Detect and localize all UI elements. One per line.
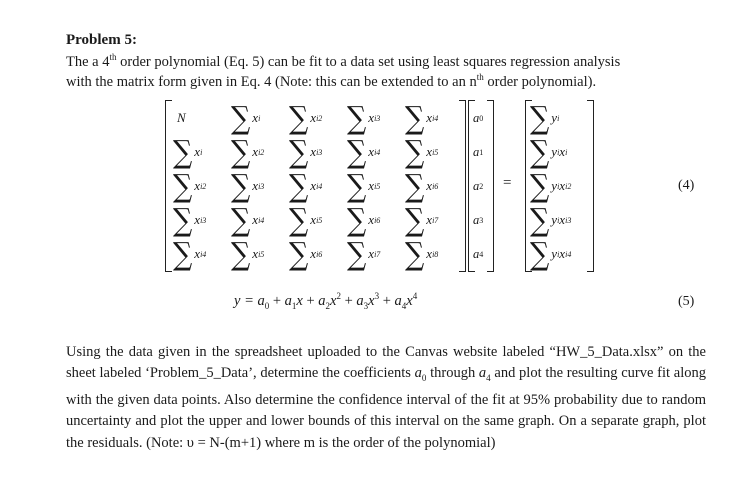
summation-symbol: ∑ xyxy=(289,100,309,136)
matrix-left-bracket xyxy=(165,100,172,272)
term-sub: i xyxy=(258,147,261,157)
coefficient-cell xyxy=(473,204,483,236)
rhs-x-sub: i xyxy=(565,181,568,191)
term-sub: i xyxy=(200,215,203,225)
coefficient-sub: 2 xyxy=(479,181,484,191)
term-sub: i xyxy=(374,249,377,259)
rhs-y-sub: i xyxy=(557,181,560,191)
matrix-cell xyxy=(289,170,322,202)
intro-line2-post: order polynomial). xyxy=(483,74,597,90)
coefficient-sub: 4 xyxy=(479,249,484,259)
matrix-cell xyxy=(173,102,186,134)
summation-symbol: ∑ xyxy=(231,202,251,238)
summation-symbol: ∑ xyxy=(231,100,251,136)
rhs-y: y xyxy=(551,178,558,193)
instructions-paragraph xyxy=(66,342,706,454)
coefficient-sub: 3 xyxy=(479,215,484,225)
summation-symbol: ∑ xyxy=(530,100,550,136)
matrix-cell xyxy=(289,136,322,168)
eq5-coef: a xyxy=(284,292,292,309)
term-sub: i xyxy=(316,215,319,225)
intro-line1-sup: th xyxy=(109,52,117,63)
rhs-y-sub: i xyxy=(557,215,560,225)
eq5-x: x xyxy=(368,292,375,309)
matrix-cell xyxy=(289,102,322,134)
rhs-y: y xyxy=(551,246,558,261)
matrix-cell xyxy=(405,136,438,168)
eq5-x: x xyxy=(296,292,303,309)
rhs-x-sub: i xyxy=(565,147,568,157)
term-sub: i xyxy=(316,181,319,191)
term-base: x xyxy=(252,144,259,159)
term-power: 5 xyxy=(318,215,323,225)
rhs-y-sub: i xyxy=(557,147,560,157)
eq5-plus: + xyxy=(379,292,395,309)
term-sub: i xyxy=(316,113,319,123)
term-base: x xyxy=(194,212,201,227)
eq5-lhs: y xyxy=(234,292,241,309)
term-base: x xyxy=(252,178,259,193)
term-sub: i xyxy=(374,215,377,225)
summation-symbol: ∑ xyxy=(530,134,550,170)
term-base: x xyxy=(426,212,433,227)
rhs-cell xyxy=(530,204,571,236)
matrix-cell xyxy=(231,238,264,270)
term-power: 5 xyxy=(260,249,265,259)
rhs-x-sub: i xyxy=(565,215,568,225)
summation-symbol: ∑ xyxy=(173,134,193,170)
coef-a0-sub: 0 xyxy=(421,373,427,384)
summation-symbol: ∑ xyxy=(405,236,425,272)
coefficient-base: a xyxy=(473,246,480,261)
term-sub: i xyxy=(316,249,319,259)
term-base: x xyxy=(252,110,259,125)
term-power: 3 xyxy=(202,215,207,225)
summation-symbol: ∑ xyxy=(347,168,367,204)
matrix-cell xyxy=(231,136,264,168)
term-base: x xyxy=(368,144,375,159)
term-base: x xyxy=(310,110,317,125)
rhs-power: 3 xyxy=(567,215,572,225)
rhs-x: x xyxy=(559,212,566,227)
term-power: 3 xyxy=(260,181,265,191)
rhs-x-sub: i xyxy=(565,249,568,259)
rhs-x: x xyxy=(559,144,566,159)
equation-number-5: (5) xyxy=(678,294,695,309)
matrix-cell xyxy=(289,238,322,270)
matrix-cell xyxy=(173,238,206,270)
intro-line1-pre: The a 4 xyxy=(66,54,110,70)
term-sub: i xyxy=(200,181,203,191)
term-power: 4 xyxy=(318,181,323,191)
matrix-cell xyxy=(173,204,206,236)
term-sub: i xyxy=(200,249,203,259)
matrix-cell xyxy=(347,238,380,270)
term-sub: i xyxy=(316,147,319,157)
eq5-coef-sub: 0 xyxy=(264,300,270,311)
matrix-cell-n: N xyxy=(177,110,186,125)
matrix-cell xyxy=(173,170,206,202)
problem-title: Problem 5: xyxy=(66,32,137,48)
rhs-power: 2 xyxy=(567,181,572,191)
term-base: x xyxy=(310,246,317,261)
matrix-cell xyxy=(231,204,264,236)
term-base: x xyxy=(252,212,259,227)
rhs-y: y xyxy=(551,212,558,227)
matrix-cell xyxy=(347,136,380,168)
eq5-power: 3 xyxy=(374,291,380,301)
summation-symbol: ∑ xyxy=(289,168,309,204)
term-base: x xyxy=(368,110,375,125)
intro-line1-post: order polynomial (Eq. 5) can be fit to a data set using least squares regression analysis xyxy=(116,54,621,70)
matrix-cell xyxy=(405,170,438,202)
term-base: x xyxy=(426,144,433,159)
summation-symbol: ∑ xyxy=(347,134,367,170)
term-base: x xyxy=(426,110,433,125)
term-base: x xyxy=(310,144,317,159)
term-power: 8 xyxy=(434,249,439,259)
eq5-coef-sub: 4 xyxy=(401,300,407,311)
coefficient-base: a xyxy=(473,110,480,125)
eq5-coef-sub: 2 xyxy=(325,300,331,311)
rhs-cell xyxy=(530,102,559,134)
summation-symbol: ∑ xyxy=(405,202,425,238)
coefficient-base: a xyxy=(473,212,480,227)
matrix-cell xyxy=(173,136,202,168)
matrix-cell xyxy=(405,102,438,134)
eq5-plus: + xyxy=(302,292,319,309)
coefficient-cell xyxy=(473,102,483,134)
summation-symbol: ∑ xyxy=(231,236,251,272)
rhs-y-sub: i xyxy=(557,113,560,123)
rhs-y: y xyxy=(551,144,558,159)
term-base: x xyxy=(194,246,201,261)
rhs-cell xyxy=(530,238,571,270)
summation-symbol: ∑ xyxy=(173,168,193,204)
term-base: x xyxy=(426,178,433,193)
coefficient-cell xyxy=(473,170,483,202)
eq5-power: 2 xyxy=(336,291,341,301)
term-sub: i xyxy=(432,113,435,123)
coefficient-sub: 1 xyxy=(479,147,484,157)
summation-symbol: ∑ xyxy=(530,202,550,238)
body-part3: and plot the resulting curve fit along with the given data points. Also determine the confidence interval of the fit at 95% probability due to random uncertainty and plot the upper and lower bounds of this interval on the same graph. On a separate graph, plot the residuals. (Note: υ = N-(m+1) where m is the order of the polynomial) xyxy=(66,365,706,451)
rhs-x: x xyxy=(559,246,566,261)
equals-sign: = xyxy=(503,175,512,191)
term-sub: i xyxy=(432,249,435,259)
term-sub: i xyxy=(258,249,261,259)
term-power: 7 xyxy=(434,215,439,225)
eq5-plus: + xyxy=(269,292,285,309)
summation-symbol: ∑ xyxy=(347,100,367,136)
matrix-cell xyxy=(405,238,438,270)
summation-symbol: ∑ xyxy=(289,236,309,272)
term-power: 2 xyxy=(318,113,323,123)
coef-a4-sub: 4 xyxy=(486,373,491,384)
term-power: 4 xyxy=(376,147,381,157)
term-power: 5 xyxy=(434,147,439,157)
body-part1: Using the data given in the spreadsheet uploaded to the Canvas website labeled “HW_5_Data.xlsx” on the sheet labeled ‘Problem_5_Data’, determine the coefficients xyxy=(66,344,706,382)
rhs-power: 4 xyxy=(567,249,572,259)
equation-number-4: (4) xyxy=(678,178,695,193)
term-sub: i xyxy=(258,215,261,225)
matrix-cell xyxy=(347,170,380,202)
coef-a4-base: a xyxy=(478,365,487,382)
term-power: 3 xyxy=(318,147,323,157)
rhs-cell xyxy=(530,170,571,202)
term-sub: i xyxy=(258,113,261,123)
eq5-coef: a xyxy=(356,292,364,309)
matrix-cell xyxy=(231,102,260,134)
summation-symbol: ∑ xyxy=(231,168,251,204)
matrix-equation-4 xyxy=(165,100,625,272)
term-power: 6 xyxy=(434,181,439,191)
term-power: 7 xyxy=(376,249,381,259)
rhs-y-sub: i xyxy=(557,249,560,259)
summation-symbol: ∑ xyxy=(405,168,425,204)
term-power: 3 xyxy=(376,113,381,123)
coefficient-base: a xyxy=(473,144,480,159)
matrix-cell xyxy=(289,204,322,236)
term-base: x xyxy=(194,144,201,159)
term-sub: i xyxy=(432,215,435,225)
summation-symbol: ∑ xyxy=(347,236,367,272)
body-part2: through xyxy=(426,365,479,382)
eq5-x: x xyxy=(406,292,413,309)
matrix-cell xyxy=(231,170,264,202)
intro-line2-pre: with the matrix form given in Eq. 4 (Note: this can be extended to an n xyxy=(66,74,477,90)
intro-paragraph xyxy=(66,52,706,92)
summation-symbol: ∑ xyxy=(530,168,550,204)
term-sub: i xyxy=(258,181,261,191)
coefficient-sub: 0 xyxy=(479,113,484,123)
matrix-cell xyxy=(405,204,438,236)
eq5-coef: a xyxy=(394,292,402,309)
term-base: x xyxy=(368,246,375,261)
summation-symbol: ∑ xyxy=(231,134,251,170)
term-base: x xyxy=(310,212,317,227)
summation-symbol: ∑ xyxy=(347,202,367,238)
eq5-equals: = xyxy=(240,292,258,309)
summation-symbol: ∑ xyxy=(405,100,425,136)
summation-symbol: ∑ xyxy=(530,236,550,272)
eq5-power: 4 xyxy=(412,291,418,301)
term-power: 2 xyxy=(260,147,265,157)
eq5-coef-sub: 3 xyxy=(363,300,369,311)
term-base: x xyxy=(194,178,201,193)
term-power: 6 xyxy=(376,215,381,225)
eq5-coef-sub: 1 xyxy=(291,300,297,311)
summation-symbol: ∑ xyxy=(405,134,425,170)
summation-symbol: ∑ xyxy=(289,202,309,238)
rhs-cell xyxy=(530,136,567,168)
coefficient-base: a xyxy=(473,178,480,193)
term-sub: i xyxy=(432,181,435,191)
eq5-coef: a xyxy=(318,292,326,309)
summation-symbol: ∑ xyxy=(289,134,309,170)
eq5-x: x xyxy=(330,292,337,309)
term-sub: i xyxy=(432,147,435,157)
term-power: 6 xyxy=(318,249,323,259)
term-sub: i xyxy=(200,147,203,157)
eq5-plus: + xyxy=(340,292,357,309)
term-power: 4 xyxy=(260,215,265,225)
eq5-coef: a xyxy=(257,292,265,309)
term-power: 4 xyxy=(202,249,207,259)
coefficient-cell xyxy=(473,136,483,168)
term-base: x xyxy=(426,246,433,261)
term-base: x xyxy=(368,212,375,227)
matrix-cell xyxy=(347,102,380,134)
term-sub: i xyxy=(374,181,377,191)
term-power: 4 xyxy=(434,113,439,123)
coef-right-bracket xyxy=(487,100,494,272)
coef-a0-base: a xyxy=(414,365,422,382)
term-power: 5 xyxy=(376,181,381,191)
matrix-right-bracket xyxy=(459,100,466,272)
term-base: x xyxy=(252,246,259,261)
coefficient-cell xyxy=(473,238,483,270)
term-power: 2 xyxy=(202,181,207,191)
rhs-x: x xyxy=(559,178,566,193)
polynomial-equation-5 xyxy=(234,291,417,311)
term-sub: i xyxy=(374,113,377,123)
intro-line2-sup: th xyxy=(476,72,484,83)
matrix-cell xyxy=(347,204,380,236)
coef-a4 xyxy=(478,365,491,384)
rhs-right-bracket xyxy=(587,100,594,272)
rhs-y: y xyxy=(551,110,558,125)
term-base: x xyxy=(368,178,375,193)
coef-a0 xyxy=(414,365,427,384)
term-base: x xyxy=(310,178,317,193)
eq5-terms xyxy=(257,293,417,309)
term-sub: i xyxy=(374,147,377,157)
summation-symbol: ∑ xyxy=(173,236,193,272)
summation-symbol: ∑ xyxy=(173,202,193,238)
